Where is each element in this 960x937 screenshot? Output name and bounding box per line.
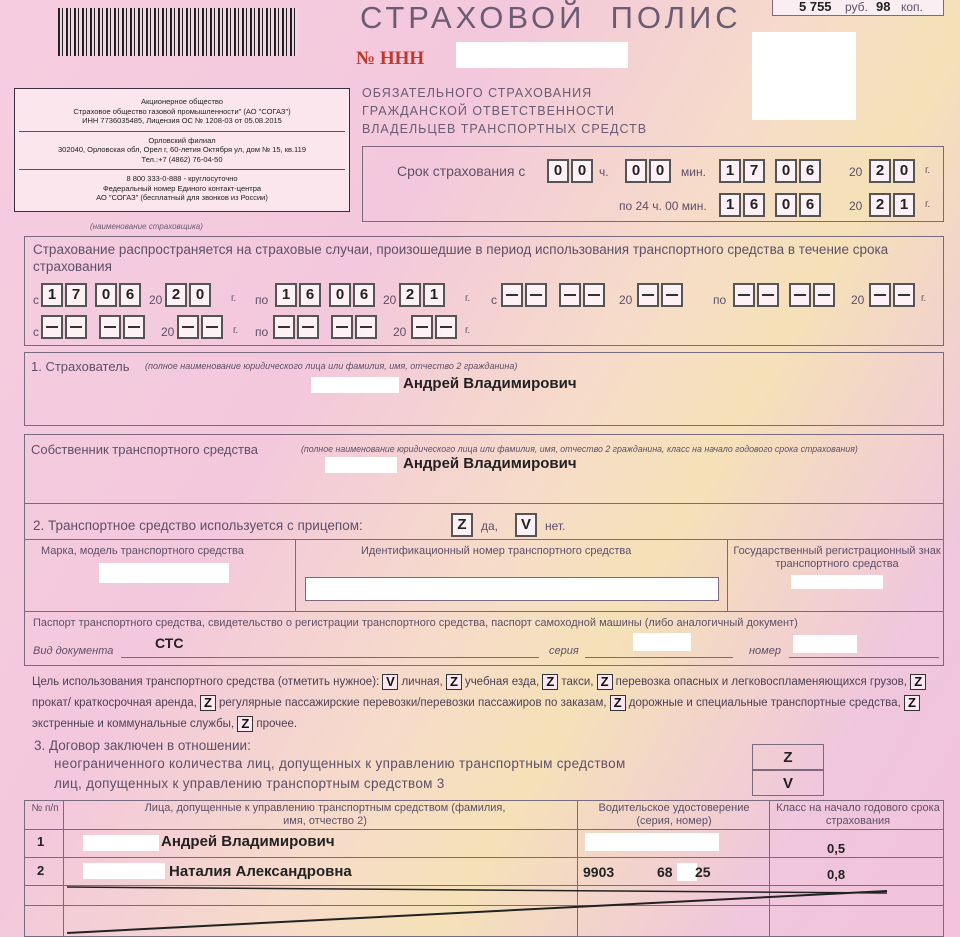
start-year-prefix: 20	[849, 165, 863, 179]
usage-emergency: экстренные и коммунальные службы,	[32, 718, 235, 730]
digit-box[interactable]: 0	[893, 159, 915, 183]
header-name: Лица, допущенные к управлению транспортным средством (фамилия, имя, отчество 2)	[144, 802, 506, 827]
digit-box[interactable]: 0	[95, 283, 117, 307]
price-kop: коп.	[901, 0, 923, 14]
digit-box[interactable]	[41, 315, 63, 339]
redacted-owner-surname	[325, 457, 397, 473]
usage-dangerous-checkbox[interactable]: Z	[597, 674, 613, 690]
digit-box[interactable]	[201, 315, 223, 339]
subtitle-line-1: ОБЯЗАТЕЛЬНОГО СТРАХОВАНИЯ	[362, 86, 593, 100]
usage-personal: личная,	[401, 676, 443, 688]
series-number: № ННН	[356, 48, 425, 69]
digit-box[interactable]	[123, 315, 145, 339]
doc-series-label: серия	[549, 645, 579, 657]
insurer-line-8: Федеральный номер Единого контакт-центра	[102, 183, 262, 193]
header-license: Водительское удостоверение (серия, номер)	[598, 802, 750, 827]
doc-type-label: Вид документа	[33, 645, 114, 657]
insurer-line-3: ИНН 7736035485, Лицензия ОС № 1208-03 от 05.08.2015	[82, 116, 282, 125]
p3-to-year-unit: г.	[465, 325, 471, 336]
digit-box[interactable]	[789, 283, 811, 307]
contract-option-1: неограниченного количества лиц, допущенных к управлению транспортным средством	[54, 756, 626, 771]
contract-option-2: лиц, допущенных к управлению транспортным средством 3	[54, 776, 445, 791]
header-no: № п/п	[31, 803, 59, 814]
redacted-driver-1-surname	[83, 835, 159, 851]
period-to-3: по	[255, 325, 269, 339]
insurer-line-4: Орловский филиал	[148, 135, 216, 145]
usage-passenger-checkbox[interactable]: Z	[200, 695, 216, 711]
digit-box[interactable]: 6	[353, 283, 375, 307]
period-from-2: с	[491, 293, 497, 307]
p2-to-year-prefix: 20	[851, 293, 865, 307]
period-text: Страхование распространяется на страховые случаи, произошедшие в период использования транспортного средства в течение срока страхования	[33, 242, 889, 274]
insurer-line-5: 302040, Орловская обл, Орел г, 60-летия Октября ул, дом № 15, кв.119	[57, 145, 307, 154]
insurer-line-9: АО "СОГАЗ" (бесплатный для звонков из России)	[96, 193, 268, 202]
driver-1-class: 0,5	[827, 841, 846, 856]
usage-road-checkbox[interactable]: Z	[610, 695, 626, 711]
digit-box[interactable]: 1	[275, 283, 297, 307]
doc-type-value: СТС	[155, 635, 184, 651]
price-rub: руб.	[845, 0, 868, 14]
digit-box[interactable]: 1	[41, 283, 63, 307]
usage-other: прочее.	[256, 718, 298, 730]
term-label: Срок страхования с	[397, 163, 526, 179]
digit-box[interactable]	[99, 315, 121, 339]
digit-box[interactable]: 2	[869, 193, 891, 217]
policyholder-box	[24, 352, 944, 426]
usage-road: дорожные и специальные транспортные средства,	[628, 697, 901, 709]
p1-year-unit: г.	[231, 293, 237, 304]
period-to: по	[255, 293, 269, 307]
digit-box[interactable]	[637, 283, 659, 307]
usage-section	[32, 672, 944, 735]
trailer-label: 2. Транспортное средство используется с прицепом:	[33, 518, 363, 533]
digit-box[interactable]: 6	[799, 193, 821, 217]
digit-box[interactable]	[813, 283, 835, 307]
digit-box[interactable]	[869, 283, 891, 307]
drivers-table	[24, 800, 944, 937]
strike-through-line	[65, 885, 895, 935]
driver-1-no: 1	[37, 834, 45, 849]
period-to-2: по	[713, 293, 727, 307]
trailer-yes: да,	[481, 519, 499, 533]
digit-box[interactable]: 6	[119, 283, 141, 307]
col-make-model: Марка, модель транспортного средства	[41, 545, 244, 557]
digit-box[interactable]: 0	[547, 159, 569, 183]
digit-box[interactable]: 6	[799, 159, 821, 183]
digit-box[interactable]: 0	[189, 283, 211, 307]
usage-label: Цель использования транспортного средства (отметить нужное):	[32, 676, 380, 688]
usage-taxi: такси,	[561, 676, 594, 688]
digit-box[interactable]: 7	[65, 283, 87, 307]
doc-label: Паспорт транспортного средства, свидетельство о регистрации транспортного средства, паспорт самоходной машины (либо аналогичный документ)	[33, 617, 798, 629]
digit-box[interactable]	[559, 283, 581, 307]
contract-label: 3. Договор заключен в отношении:	[34, 738, 251, 753]
contract-option-1-mark[interactable]	[752, 744, 824, 770]
period-box	[24, 236, 944, 346]
digit-box[interactable]: 0	[571, 159, 593, 183]
driver-2-license-series: 9903	[583, 864, 615, 880]
redacted-make-model	[99, 563, 229, 583]
driver-2-no: 2	[37, 863, 45, 878]
driver-2-name: Наталия Александровна	[169, 863, 352, 880]
owner-hint: (полное наименование юридического лица или фамилия, имя, отчество 2 гражданина, класс на начало годового срока страхования)	[301, 444, 858, 454]
policyholder-hint: (полное наименование юридического лица или фамилия, имя, отчество 2 гражданина)	[145, 361, 518, 371]
year-unit-2: г.	[925, 199, 931, 210]
driver-1-name: Андрей Владимирович	[161, 833, 335, 850]
minute-unit: мин.	[681, 165, 706, 179]
insurer-line-6: Тел.:+7 (4862) 76-04-50	[141, 154, 223, 164]
p2-year-prefix: 20	[619, 293, 633, 307]
trailer-no-mark[interactable]: V	[515, 513, 537, 537]
driver-2-license-num-a: 68	[657, 864, 673, 880]
digit-box[interactable]: 7	[743, 159, 765, 183]
redacted-driver-1-license	[585, 833, 719, 851]
price-box	[772, 0, 944, 16]
usage-rental: прокат/ краткосрочная аренда,	[32, 697, 197, 709]
p1-to-year-prefix: 20	[383, 293, 397, 307]
subtitle-line-2: ГРАЖДАНСКОЙ ОТВЕТСТВЕННОСТИ	[362, 104, 615, 118]
digit-box[interactable]	[297, 315, 319, 339]
redacted-plate	[791, 575, 883, 589]
doc-number-label: номер	[749, 645, 781, 657]
digit-box[interactable]	[501, 283, 523, 307]
redacted-qr	[752, 32, 856, 120]
vin-field[interactable]	[305, 577, 719, 601]
contract-option-2-value: V	[782, 775, 793, 792]
digit-box[interactable]	[65, 315, 87, 339]
driver-2-class: 0,8	[827, 867, 846, 882]
p1-year-prefix: 20	[149, 293, 163, 307]
p1-to-year-unit: г.	[465, 293, 471, 304]
digit-box[interactable]	[733, 283, 755, 307]
term-to-label: по 24 ч. 00 мин.	[619, 199, 707, 213]
digit-box[interactable]: 6	[299, 283, 321, 307]
driver-2-license-num-b: 25	[695, 864, 711, 880]
digit-box[interactable]: 2	[165, 283, 187, 307]
digit-box[interactable]: 1	[719, 193, 741, 217]
digit-box[interactable]: 0	[775, 193, 797, 217]
redacted-surname	[311, 377, 399, 393]
hour-unit: ч.	[599, 165, 609, 179]
digit-box[interactable]	[435, 315, 457, 339]
digit-box[interactable]: 2	[869, 159, 891, 183]
end-year-prefix: 20	[849, 199, 863, 213]
owner-vehicle-box	[24, 434, 944, 666]
digit-box[interactable]: 2	[399, 283, 421, 307]
redacted-driver-2-license	[677, 863, 697, 881]
period-from: с	[33, 293, 39, 307]
barcode	[58, 8, 298, 56]
usage-dangerous: перевозка опасных и легковоспламеняющихся грузов,	[615, 676, 907, 688]
usage-rental-checkbox[interactable]: Z	[910, 674, 926, 690]
usage-other-checkbox[interactable]: Z	[237, 716, 253, 732]
insurer-line-1: Акционерное общество	[141, 97, 223, 106]
insurer-line-2: Страховое общество газовой промышленности" (АО "СОГАЗ")	[73, 106, 291, 116]
digit-box[interactable]	[411, 315, 433, 339]
contract-option-2-mark[interactable]	[752, 770, 824, 796]
usage-passenger: регулярные пассажирские перевозки/перевозки пассажиров по заказам,	[219, 697, 607, 709]
owner-name: Андрей Владимирович	[403, 455, 577, 472]
redacted-number	[456, 42, 628, 68]
digit-box[interactable]: 1	[719, 159, 741, 183]
p3-year-unit: г.	[233, 325, 239, 336]
p3-to-year-prefix: 20	[393, 325, 407, 339]
price-value: 5 755	[799, 0, 832, 14]
usage-training-checkbox[interactable]: Z	[446, 674, 462, 690]
digit-box[interactable]: 0	[329, 283, 351, 307]
price-kop-value: 98	[876, 0, 891, 14]
digit-box[interactable]: 1	[893, 193, 915, 217]
trailer-yes-mark[interactable]: Z	[451, 513, 473, 537]
digit-box[interactable]	[757, 283, 779, 307]
p2-year-unit: г.	[921, 293, 927, 304]
usage-emergency-checkbox[interactable]: Z	[904, 695, 920, 711]
redacted-doc-number	[793, 635, 857, 653]
digit-box[interactable]	[355, 315, 377, 339]
contract-option-1-value: Z	[783, 749, 793, 766]
digit-box[interactable]: 0	[775, 159, 797, 183]
period-from-3: с	[33, 325, 39, 339]
subtitle-line-3: ВЛАДЕЛЬЦЕВ ТРАНСПОРТНЫХ СРЕДСТВ	[362, 122, 648, 136]
usage-personal-checkbox[interactable]: V	[382, 674, 398, 690]
insurer-line-7: 8 800 333-0-888 - круглосуточно	[126, 174, 238, 183]
digit-box[interactable]: 6	[743, 193, 765, 217]
col-vin: Идентификационный номер транспортного средства	[361, 545, 632, 557]
policyholder-name: Андрей Владимирович	[403, 375, 577, 392]
term-box	[362, 146, 944, 222]
policyholder-label: 1. Страхователь	[31, 359, 130, 374]
insurer-caption: (наименование страховщика)	[90, 222, 203, 231]
digit-box[interactable]: 1	[423, 283, 445, 307]
digit-box[interactable]	[273, 315, 295, 339]
col-plate: Государственный регистрационный знак транспортного средства	[733, 545, 941, 570]
usage-training: учебная езда,	[464, 676, 540, 688]
insurer-box	[14, 88, 350, 212]
digit-box[interactable]: 0	[625, 159, 647, 183]
digit-box[interactable]	[525, 283, 547, 307]
trailer-no: нет.	[545, 519, 566, 533]
digit-box[interactable]	[331, 315, 353, 339]
year-unit: г.	[925, 165, 931, 176]
digit-box[interactable]	[893, 283, 915, 307]
redacted-series	[633, 633, 691, 651]
owner-label: Собственник транспортного средства	[31, 442, 258, 457]
digit-box[interactable]	[177, 315, 199, 339]
usage-taxi-checkbox[interactable]: Z	[542, 674, 558, 690]
p3-year-prefix: 20	[161, 325, 175, 339]
digit-box[interactable]	[661, 283, 683, 307]
policy-title: СТРАХОВОЙ ПОЛИС	[360, 0, 742, 35]
redacted-driver-2-surname	[83, 863, 165, 879]
digit-box[interactable]	[583, 283, 605, 307]
header-class: Класс на начало годового срока страхования	[776, 802, 940, 827]
digit-box[interactable]: 0	[649, 159, 671, 183]
